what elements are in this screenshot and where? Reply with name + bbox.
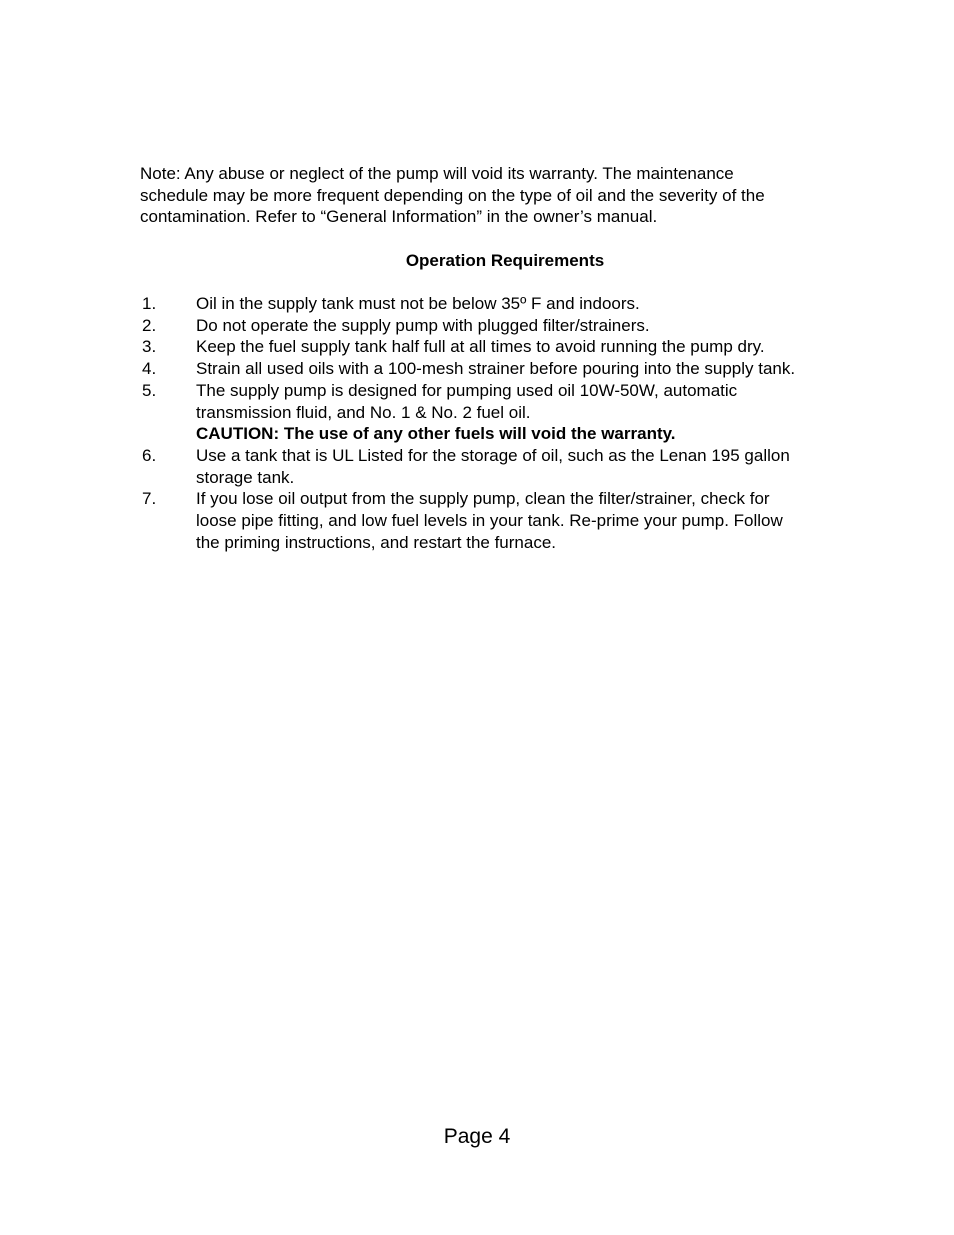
item-line: Keep the fuel supply tank half full at all times to avoid running the pump dry. xyxy=(196,337,765,357)
item-number: 1. xyxy=(142,294,157,313)
item-line: Do not operate the supply pump with plugged filter/strainers. xyxy=(196,315,650,335)
item-number: 5. xyxy=(142,380,157,400)
item-text xyxy=(196,336,860,358)
item-number: 6. xyxy=(142,445,157,465)
item-text xyxy=(196,445,860,488)
item-line: loose pipe fitting, and low fuel levels in your tank. Re-prime your pump. Follow xyxy=(196,511,783,531)
item-text xyxy=(196,293,860,315)
list-item xyxy=(140,380,860,445)
note-line: contamination. Refer to “General Information” in the owner’s manual. xyxy=(140,207,658,227)
requirements-list xyxy=(140,293,860,553)
note-line: Note: Any abuse or neglect of the pump will void its warranty. The maintenance xyxy=(140,164,734,183)
section-heading: Operation Requirements xyxy=(405,251,605,270)
item-number: 2. xyxy=(142,315,157,335)
item-line: Oil in the supply tank must not be below 35º F and indoors. xyxy=(196,294,640,313)
list-item xyxy=(140,445,860,488)
item-line: Use a tank that is UL Listed for the storage of oil, such as the Lenan 195 gallon xyxy=(196,445,790,465)
item-number: 4. xyxy=(142,359,157,379)
caution-warning: CAUTION: The use of any other fuels will void the warranty. xyxy=(196,424,676,444)
list-item xyxy=(140,358,860,380)
item-line: storage tank. xyxy=(196,467,295,487)
item-line: transmission fluid, and No. 1 & No. 2 fuel oil. xyxy=(196,402,531,422)
item-line: The supply pump is designed for pumping used oil 10W-50W, automatic xyxy=(196,380,738,400)
item-number: 3. xyxy=(142,337,157,357)
item-line: If you lose oil output from the supply pump, clean the filter/strainer, check for xyxy=(196,489,770,509)
item-number: 7. xyxy=(142,489,157,509)
item-text xyxy=(196,315,860,337)
item-text xyxy=(196,358,860,380)
warranty-note xyxy=(140,163,860,228)
item-text xyxy=(196,488,860,553)
note-line: schedule may be more frequent depending on the type of oil and the severity of the xyxy=(140,185,765,205)
item-line: Strain all used oils with a 100-mesh strainer before pouring into the supply tank. xyxy=(196,359,796,379)
list-item xyxy=(140,336,860,358)
item-line: the priming instructions, and restart the furnace. xyxy=(196,532,557,552)
item-text xyxy=(196,380,860,445)
list-item xyxy=(140,315,860,337)
list-item xyxy=(140,293,860,315)
page-number: Page 4 xyxy=(443,1125,511,1148)
list-item xyxy=(140,488,860,553)
